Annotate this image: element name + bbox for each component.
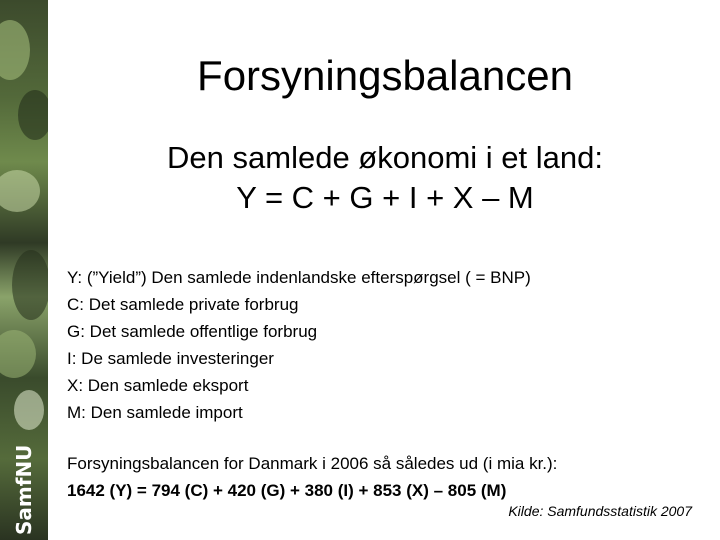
- slide-title: Forsyningsbalancen: [197, 52, 573, 99]
- definition-c: C: Det samlede private forbrug: [67, 295, 299, 314]
- balance-section: [67, 450, 707, 504]
- subtitle-line-1: Den samlede økonomi i et land:: [167, 140, 603, 175]
- equation-line: Y = C + G + I + X – M: [236, 180, 534, 215]
- source-citation: Kilde: Samfundsstatistik 2007: [508, 503, 692, 519]
- decorative-blob: [18, 90, 48, 140]
- balance-intro: Forsyningsbalancen for Danmark i 2006 så således ud (i mia kr.):: [67, 454, 558, 473]
- definition-i: I: De samlede investeringer: [67, 349, 274, 368]
- definition-g: G: Det samlede offentlige forbrug: [67, 322, 318, 341]
- definition-y: Y: (”Yield”) Den samlede indenlandske efterspørgsel ( = BNP): [67, 268, 531, 287]
- definitions-list: [67, 264, 707, 426]
- subtitle: [60, 138, 710, 218]
- decorative-blob: [0, 170, 40, 212]
- decorative-blob: [0, 330, 36, 378]
- balance-equation: 1642 (Y) = 794 (C) + 420 (G) + 380 (I) + 853 (X) – 805 (M): [67, 481, 507, 500]
- samfnu-logo: SamfNU: [12, 444, 36, 536]
- decorative-blob: [14, 390, 44, 430]
- definition-x: X: Den samlede eksport: [67, 376, 249, 395]
- decorative-blob: [0, 20, 30, 80]
- decorative-blob: [12, 250, 48, 320]
- decorative-side-strip: [0, 0, 48, 540]
- definition-m: M: Den samlede import: [67, 403, 243, 422]
